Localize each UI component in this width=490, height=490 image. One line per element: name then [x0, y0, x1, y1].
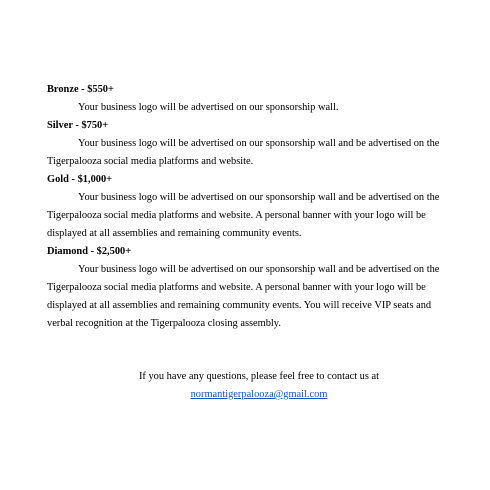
contact-text: If you have any questions, please feel free to contact us at: [138, 371, 380, 382]
tier-gold-description: Your business logo will be advertised on our sponsorship wall and be advertised on the Tigerpalooza social media platforms and website. A personal banner with your logo will be displayed at all assemblies and remaining community events.: [47, 192, 440, 239]
tier-bronze: [47, 81, 443, 117]
tier-silver-heading: Silver - $750+: [47, 120, 109, 131]
tier-gold: [47, 171, 443, 243]
tier-bronze-heading: Bronze - $550+: [47, 84, 114, 95]
sponsorship-tiers: [47, 81, 443, 333]
contact-section: [0, 368, 490, 404]
tier-diamond: [47, 243, 443, 333]
tier-bronze-description: Your business logo will be advertised on our sponsorship wall.: [78, 102, 339, 113]
tier-gold-heading: Gold - $1,000+: [47, 174, 113, 185]
tier-diamond-description: Your business logo will be advertised on our sponsorship wall and be advertised on the Tigerpalooza social media platforms and website. A personal banner with your logo will be displayed at all assemblies and remaining community events. You will receive VIP seats and verbal recognition at the Tigerpalooza closing assembly.: [47, 264, 440, 329]
tier-diamond-heading: Diamond - $2,500+: [47, 246, 132, 257]
contact-email-link[interactable]: normantigerpalooza@gmail.com: [190, 389, 328, 400]
tier-silver: [47, 117, 443, 171]
tier-silver-description: Your business logo will be advertised on our sponsorship wall and be advertised on the Tigerpalooza social media platforms and website.: [47, 138, 440, 167]
